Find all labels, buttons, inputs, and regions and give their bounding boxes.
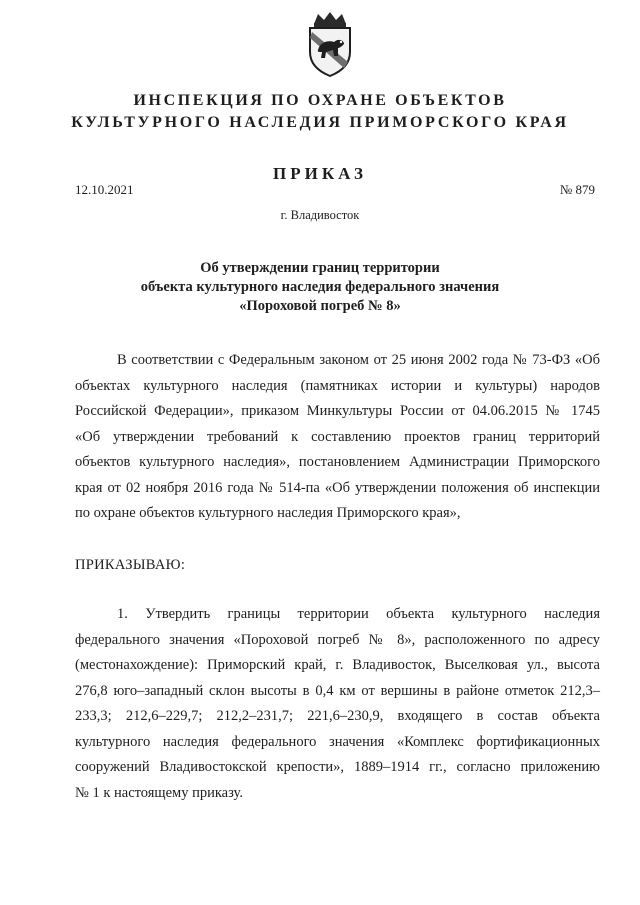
document-date: 12.10.2021 bbox=[75, 182, 134, 197]
paragraph-line: 1. Утвердить границы территории объекта культурного наследия bbox=[117, 606, 600, 622]
paragraph-line: «Об утверждении требований к составлению проектов границ территорий bbox=[75, 428, 600, 445]
document-city: г. Владивосток bbox=[280, 208, 360, 222]
paragraph-line: (местонахождение): Приморский край, г. Владивосток, Выселковая ул., высота bbox=[75, 657, 600, 673]
coat-of-arms-icon bbox=[298, 10, 362, 78]
paragraph-line: по охране объектов культурного наследия Приморского края», bbox=[75, 505, 461, 521]
organization-name-line1: ИНСПЕКЦИЯ ПО ОХРАНЕ ОБЪЕКТОВ bbox=[133, 92, 507, 109]
paragraph-line: культурного наследия федерального значения «Комплекс фортификационных bbox=[75, 733, 600, 750]
organization-name-line2: КУЛЬТУРНОГО НАСЛЕДИЯ ПРИМОРСКОГО КРАЯ bbox=[71, 114, 569, 131]
document-title bbox=[0, 259, 640, 316]
order-item-1 bbox=[75, 602, 600, 806]
paragraph-line: объектах культурного наследия (памятниках истории и культуры) народов bbox=[75, 377, 600, 394]
paragraph-line: № 1 к настоящему приказу. bbox=[75, 784, 243, 801]
paragraph-line: В соответствии с Федеральным законом от 25 июня 2002 года № 73-ФЗ «Об bbox=[117, 352, 600, 368]
preamble-paragraph bbox=[75, 348, 600, 527]
paragraph-line: объектов культурного наследия», постановлением Администрации Приморского bbox=[75, 454, 600, 470]
paragraph-line: 276,8 юго–западный склон высоты в 0,4 км от вершины в районе отметок 212,3– bbox=[75, 682, 600, 699]
paragraph-line: 233,3; 212,6–229,7; 212,2–231,7; 221,6–230,9, входящего в состав объекта bbox=[75, 708, 600, 724]
document-number: № 879 bbox=[559, 182, 595, 197]
paragraph-line: края от 02 ноября 2016 года № 514-па «Об утверждении положения об инспекции bbox=[75, 479, 600, 496]
paragraph-line: Российской Федерации», приказом Минкультуры России от 04.06.2015 № 1745 bbox=[75, 403, 600, 419]
order-word: ПРИКАЗЫВАЮ: bbox=[75, 557, 186, 573]
title-line: объекта культурного наследия федерального значения bbox=[140, 279, 500, 295]
document-type: ПРИКАЗ bbox=[273, 164, 367, 183]
paragraph-line: сооружений Владивостокской крепости», 1889–1914 гг., согласно приложению bbox=[75, 759, 600, 775]
title-line: Об утверждении границ территории bbox=[200, 260, 440, 276]
paragraph-line: федерального значения «Пороховой погреб № 8», расположенного по адресу bbox=[75, 631, 600, 648]
title-line: «Пороховой погреб № 8» bbox=[239, 298, 401, 314]
